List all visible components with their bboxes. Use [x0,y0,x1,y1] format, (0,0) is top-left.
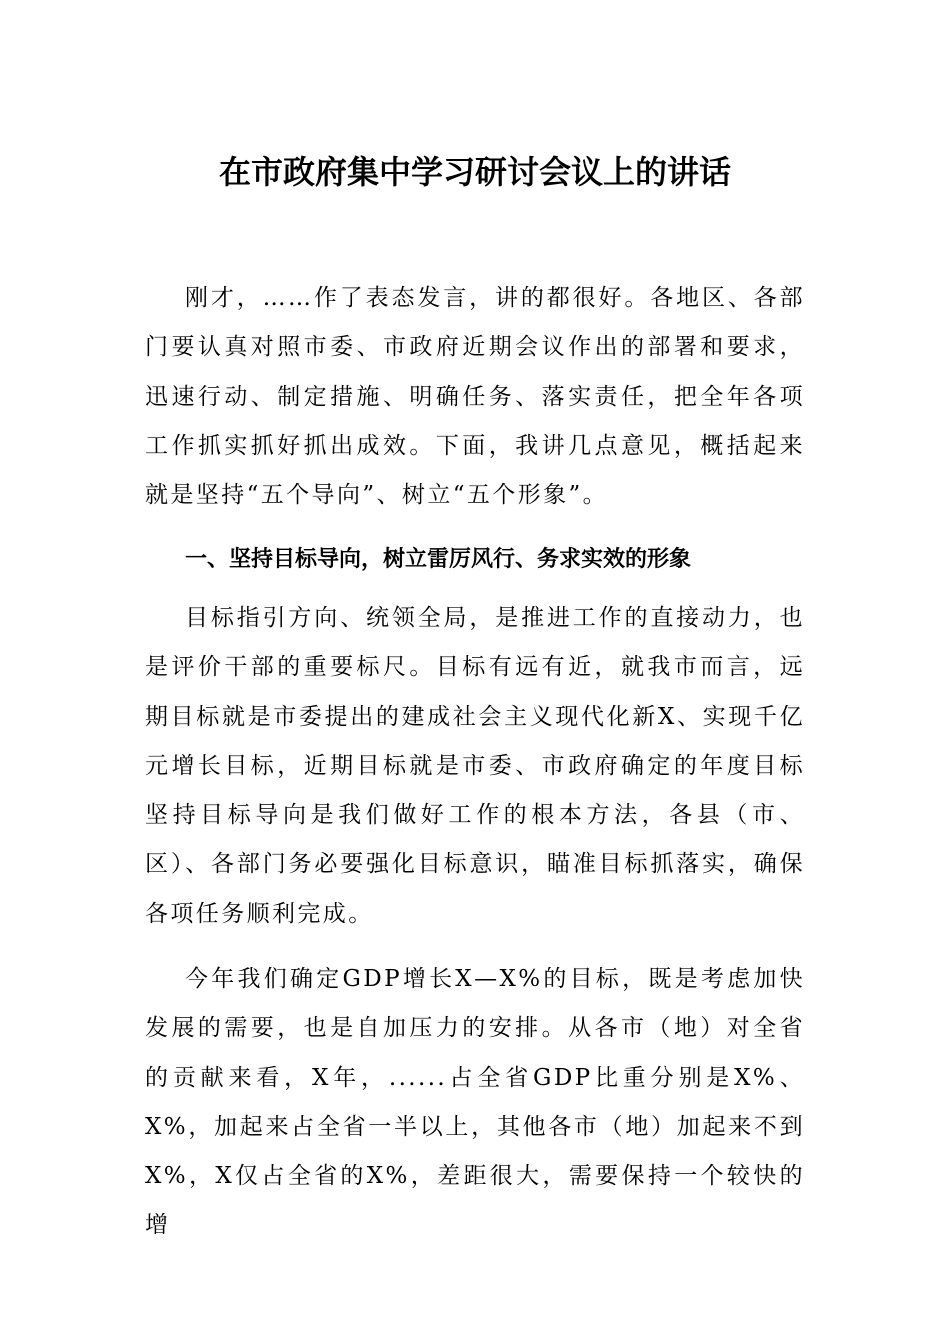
document-title: 在市政府集中学习研讨会议上的讲话 [218,153,731,191]
paragraph-target-guidance: 目标指引方向、统领全局，是推进工作的直接动力，也是评价干部的重要标尺。目标有远有近，就我市而言，远期目标就是市委提出的建成社会主义现代化新X、实现千亿元增长目标，近期目标就是市委、市政府确定的年度目标坚持目标导向是我们做好工作的根本方法，各县（市、区）、各部门务必要强化目标意识，瞄准目标抓落实，确保各项任务顺利完成。 [145,605,805,927]
paragraph-intro: 刚才，……作了表态发言，讲的都很好。各地区、各部门要认真对照市委、市政府近期会议作出的部署和要求，迅速行动、制定措施、明确任务、落实责任，把全年各项工作抓实抓好抓出成效。下面，我讲几点意见，概括起来就是坚持“五个导向”、树立“五个形象”。 [145,285,805,509]
paragraph-gdp-target: 今年我们确定GDP增长X—X%的目标，既是考虑加快发展的需要，也是自加压力的安排。从各市（地）对全省的贡献来看，X年，......占全省GDP比重分别是X%、X%，加起来占全省一半以上，其他各市（地）加起来不到X%，X仅占全省的X%，差距很大，需要保持一个较快的增 [145,966,805,1239]
section-heading-1: 一、坚持目标导向，树立雷厉风行、务求实效的形象 [185,547,692,572]
